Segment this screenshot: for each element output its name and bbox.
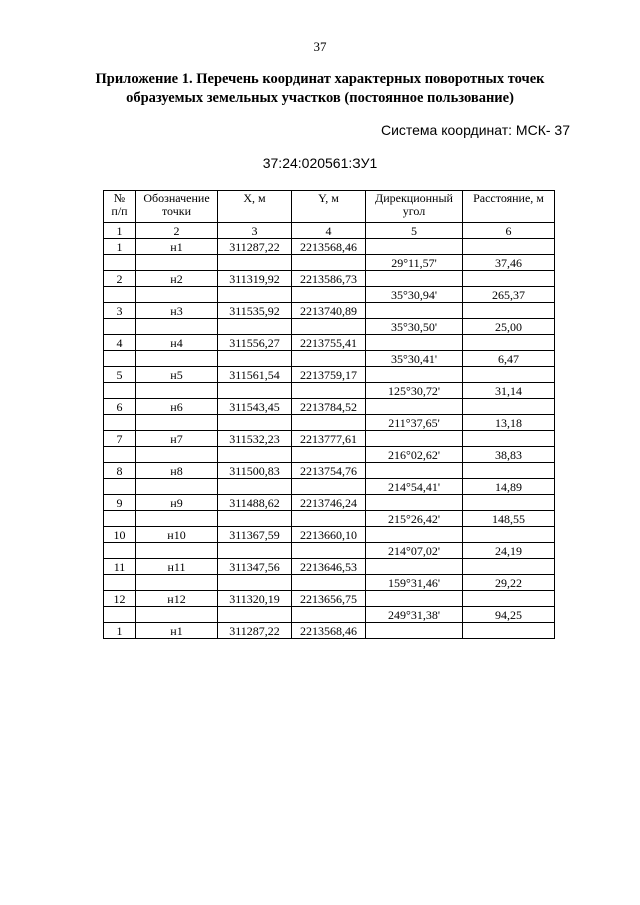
segment-angle: 216°02,62' [366, 447, 463, 463]
point-x: 311367,59 [218, 527, 292, 543]
point-name: н5 [136, 367, 218, 383]
empty-cell [463, 623, 555, 639]
empty-cell [104, 351, 136, 367]
empty-cell [366, 239, 463, 255]
empty-cell [292, 383, 366, 399]
empty-cell [463, 463, 555, 479]
point-number: 1 [104, 239, 136, 255]
empty-cell [366, 367, 463, 383]
empty-cell [136, 479, 218, 495]
empty-cell [136, 575, 218, 591]
table-row [104, 591, 555, 607]
empty-cell [104, 447, 136, 463]
point-y: 2213754,76 [292, 463, 366, 479]
point-name: н10 [136, 527, 218, 543]
table-row [104, 527, 555, 543]
header-distance: Расстояние, м [463, 191, 555, 223]
header-point-name: Обозначение точки [136, 191, 218, 223]
point-number: 2 [104, 271, 136, 287]
segment-row [104, 383, 555, 399]
table-row [104, 431, 555, 447]
segment-angle: 249°31,38' [366, 607, 463, 623]
header-number: № п/п [104, 191, 136, 223]
point-name: н1 [136, 239, 218, 255]
empty-cell [218, 319, 292, 335]
header-x: X, м [218, 191, 292, 223]
segment-angle: 159°31,46' [366, 575, 463, 591]
empty-cell [218, 447, 292, 463]
point-name: н4 [136, 335, 218, 351]
empty-cell [463, 399, 555, 415]
point-name: н2 [136, 271, 218, 287]
empty-cell [366, 463, 463, 479]
empty-cell [366, 335, 463, 351]
empty-cell [463, 495, 555, 511]
point-x: 311488,62 [218, 495, 292, 511]
point-number: 6 [104, 399, 136, 415]
point-y: 2213656,75 [292, 591, 366, 607]
table-row [104, 239, 555, 255]
empty-cell [104, 575, 136, 591]
segment-angle: 29°11,57' [366, 255, 463, 271]
segment-angle: 214°54,41' [366, 479, 463, 495]
column-number: 4 [292, 223, 366, 239]
segment-row [104, 319, 555, 335]
segment-row [104, 287, 555, 303]
point-y: 2213646,53 [292, 559, 366, 575]
segment-distance: 29,22 [463, 575, 555, 591]
empty-cell [366, 303, 463, 319]
table-row [104, 399, 555, 415]
empty-cell [292, 479, 366, 495]
segment-distance: 31,14 [463, 383, 555, 399]
document-title [60, 70, 580, 108]
empty-cell [104, 479, 136, 495]
point-x: 311532,23 [218, 431, 292, 447]
table-header-row [104, 191, 555, 223]
empty-cell [218, 607, 292, 623]
empty-cell [136, 415, 218, 431]
empty-cell [366, 591, 463, 607]
point-x: 311319,92 [218, 271, 292, 287]
point-y: 2213784,52 [292, 399, 366, 415]
empty-cell [292, 319, 366, 335]
empty-cell [366, 527, 463, 543]
empty-cell [463, 335, 555, 351]
empty-cell [136, 319, 218, 335]
segment-angle: 35°30,94' [366, 287, 463, 303]
table-row [104, 623, 555, 639]
point-name: н11 [136, 559, 218, 575]
point-number: 9 [104, 495, 136, 511]
point-x: 311500,83 [218, 463, 292, 479]
empty-cell [104, 415, 136, 431]
empty-cell [292, 351, 366, 367]
empty-cell [136, 351, 218, 367]
empty-cell [292, 511, 366, 527]
empty-cell [218, 575, 292, 591]
point-y: 2213777,61 [292, 431, 366, 447]
empty-cell [292, 255, 366, 271]
empty-cell [104, 607, 136, 623]
point-number: 7 [104, 431, 136, 447]
empty-cell [218, 255, 292, 271]
point-name: н12 [136, 591, 218, 607]
segment-angle: 211°37,65' [366, 415, 463, 431]
point-number: 8 [104, 463, 136, 479]
empty-cell [218, 543, 292, 559]
empty-cell [104, 319, 136, 335]
point-y: 2213759,17 [292, 367, 366, 383]
empty-cell [292, 447, 366, 463]
empty-cell [136, 511, 218, 527]
point-y: 2213740,89 [292, 303, 366, 319]
empty-cell [218, 383, 292, 399]
empty-cell [463, 591, 555, 607]
segment-row [104, 415, 555, 431]
segment-angle: 125°30,72' [366, 383, 463, 399]
segment-row [104, 255, 555, 271]
empty-cell [366, 623, 463, 639]
point-name: н1 [136, 623, 218, 639]
segment-distance: 14,89 [463, 479, 555, 495]
segment-distance: 148,55 [463, 511, 555, 527]
table-column-numbers-row [104, 223, 555, 239]
empty-cell [366, 431, 463, 447]
segment-angle: 214°07,02' [366, 543, 463, 559]
point-x: 311320,19 [218, 591, 292, 607]
empty-cell [136, 447, 218, 463]
empty-cell [463, 239, 555, 255]
empty-cell [218, 511, 292, 527]
table-body [104, 239, 555, 639]
point-name: н9 [136, 495, 218, 511]
empty-cell [136, 287, 218, 303]
title-line-2: образуемых земельных участков (постоянное пользование) [126, 90, 514, 106]
segment-distance: 37,46 [463, 255, 555, 271]
empty-cell [104, 255, 136, 271]
empty-cell [136, 383, 218, 399]
table-row [104, 335, 555, 351]
empty-cell [366, 271, 463, 287]
segment-distance: 6,47 [463, 351, 555, 367]
empty-cell [292, 543, 366, 559]
segment-distance: 94,25 [463, 607, 555, 623]
point-number: 4 [104, 335, 136, 351]
segment-distance: 24,19 [463, 543, 555, 559]
empty-cell [292, 575, 366, 591]
coordinates-table [103, 190, 555, 639]
title-line-1: Приложение 1. Перечень координат характерных поворотных точек [95, 71, 545, 87]
empty-cell [463, 303, 555, 319]
point-x: 311287,22 [218, 623, 292, 639]
segment-row [104, 479, 555, 495]
segment-row [104, 351, 555, 367]
empty-cell [366, 495, 463, 511]
cadastral-number: 37:24:020561:ЗУ1 [262, 155, 378, 171]
segment-row [104, 511, 555, 527]
segment-distance: 25,00 [463, 319, 555, 335]
empty-cell [292, 287, 366, 303]
point-x: 311287,22 [218, 239, 292, 255]
page-number: 37 [313, 39, 327, 54]
empty-cell [136, 543, 218, 559]
empty-cell [218, 479, 292, 495]
point-name: н7 [136, 431, 218, 447]
empty-cell [292, 607, 366, 623]
empty-cell [463, 527, 555, 543]
point-name: н6 [136, 399, 218, 415]
table-row [104, 495, 555, 511]
point-name: н8 [136, 463, 218, 479]
point-y: 2213568,46 [292, 623, 366, 639]
segment-row [104, 543, 555, 559]
coordinate-system-label: Система координат: МСК- 37 [380, 122, 570, 138]
table-row [104, 367, 555, 383]
table-row [104, 271, 555, 287]
segment-angle: 35°30,50' [366, 319, 463, 335]
empty-cell [104, 511, 136, 527]
point-x: 311347,56 [218, 559, 292, 575]
point-number: 11 [104, 559, 136, 575]
point-number: 1 [104, 623, 136, 639]
empty-cell [218, 287, 292, 303]
point-y: 2213660,10 [292, 527, 366, 543]
empty-cell [463, 559, 555, 575]
segment-angle: 215°26,42' [366, 511, 463, 527]
segment-distance: 38,83 [463, 447, 555, 463]
empty-cell [292, 415, 366, 431]
empty-cell [218, 351, 292, 367]
point-x: 311543,45 [218, 399, 292, 415]
column-number: 1 [104, 223, 136, 239]
point-y: 2213755,41 [292, 335, 366, 351]
empty-cell [463, 367, 555, 383]
empty-cell [136, 255, 218, 271]
point-x: 311535,92 [218, 303, 292, 319]
point-y: 2213746,24 [292, 495, 366, 511]
point-x: 311556,27 [218, 335, 292, 351]
empty-cell [366, 559, 463, 575]
empty-cell [218, 415, 292, 431]
point-number: 5 [104, 367, 136, 383]
segment-angle: 35°30,41' [366, 351, 463, 367]
segment-distance: 13,18 [463, 415, 555, 431]
point-number: 12 [104, 591, 136, 607]
empty-cell [366, 399, 463, 415]
empty-cell [463, 431, 555, 447]
header-y: Y, м [292, 191, 366, 223]
segment-row [104, 447, 555, 463]
column-number: 5 [366, 223, 463, 239]
point-name: н3 [136, 303, 218, 319]
empty-cell [136, 607, 218, 623]
point-y: 2213586,73 [292, 271, 366, 287]
empty-cell [104, 287, 136, 303]
table-row [104, 559, 555, 575]
empty-cell [104, 543, 136, 559]
column-number: 3 [218, 223, 292, 239]
empty-cell [104, 383, 136, 399]
table-row [104, 303, 555, 319]
table-row [104, 463, 555, 479]
segment-distance: 265,37 [463, 287, 555, 303]
empty-cell [463, 271, 555, 287]
point-x: 311561,54 [218, 367, 292, 383]
point-number: 3 [104, 303, 136, 319]
column-number: 6 [463, 223, 555, 239]
segment-row [104, 607, 555, 623]
header-angle: Дирекционный угол [366, 191, 463, 223]
point-number: 10 [104, 527, 136, 543]
point-y: 2213568,46 [292, 239, 366, 255]
segment-row [104, 575, 555, 591]
column-number: 2 [136, 223, 218, 239]
